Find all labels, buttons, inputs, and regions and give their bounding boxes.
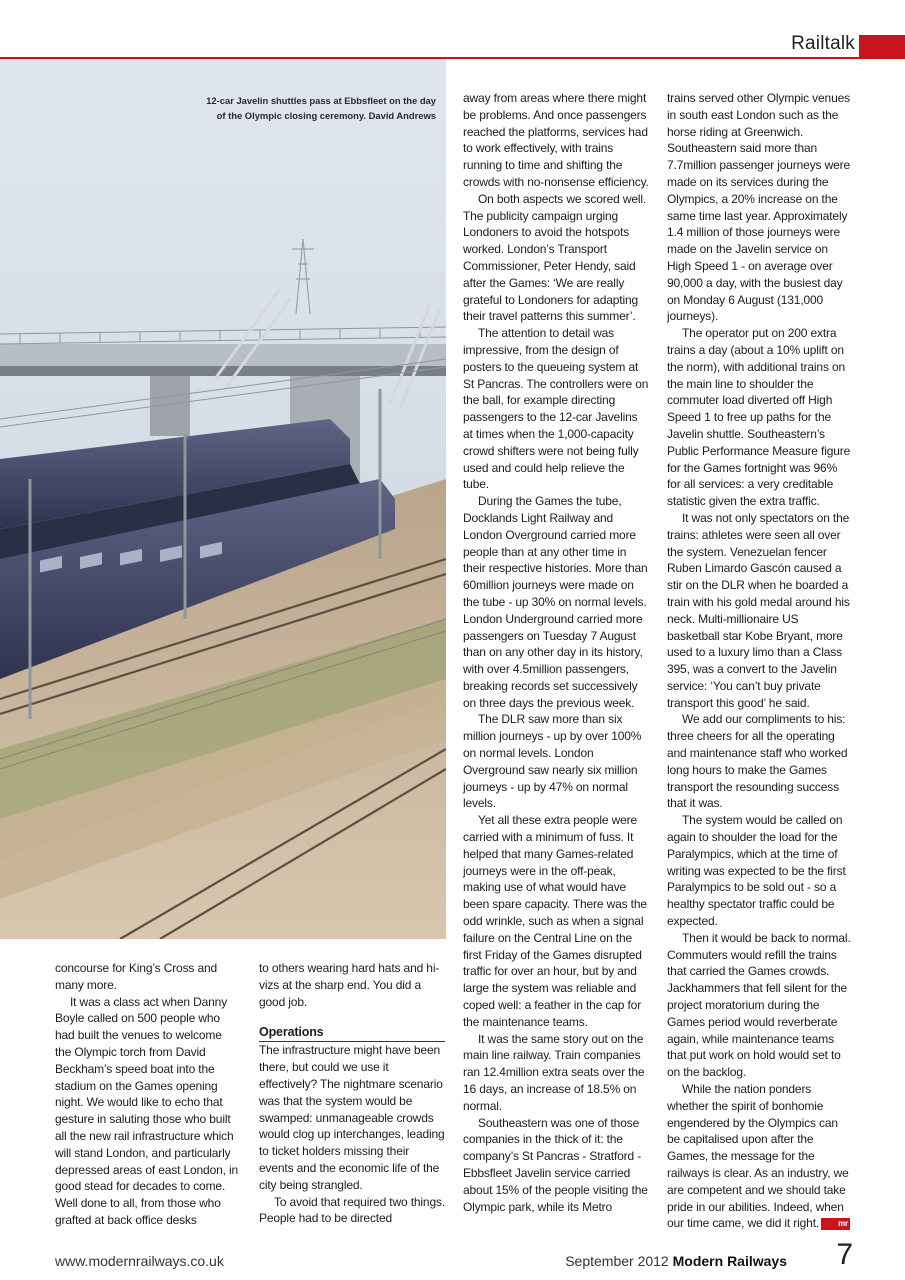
paragraph: It was not only spectators on the trains: athletes were seen all over the system. Venezuelan fencer Ruben Limardo Gascón caused a stir on the DLR when he boarded a train with his gold medal around his neck. Multi-millionaire US basketball star Kobe Bryant, more used to a luxury limo than a Class 395, was a convert to the Javelin service: ‘You can’t buy private transport this good’ he said. bbox=[667, 510, 850, 710]
section-title: Railtalk bbox=[791, 33, 855, 54]
paragraph: On both aspects we scored well. The publicity campaign urging Londoners to avoid the hotspots worked. London’s Transport Commissioner, Peter Hendy, said after the Games: ‘We are really grateful to Londoners for adapting their travel patterns this summer’. bbox=[463, 191, 647, 324]
photo-illustration bbox=[0, 59, 446, 939]
page-number: 7 bbox=[836, 1238, 853, 1271]
text-column-3 bbox=[463, 90, 649, 1215]
paragraph: The attention to detail was impressive, from the design of posters to the queueing system at St Pancras. The controllers were on the ball, for example directing passengers to the 12-car Javelins at times when the 1,000-capacity crowd shifters were not being fully used and could help relieve the tube. bbox=[463, 326, 649, 492]
paragraph: to others wearing hard hats and hi-vizs at the sharp end. You did a good job. bbox=[259, 961, 440, 1009]
end-mark-icon: mr bbox=[821, 1218, 850, 1230]
paragraph: To avoid that required two things. People had to be directed bbox=[259, 1194, 446, 1226]
javelin-photo bbox=[0, 59, 446, 939]
photo-caption bbox=[196, 93, 436, 123]
paragraph: The system would be called on again to shoulder the load for the Paralympics, which at the time of writing was expected to be the first Paralympics to be sold out - so a healthy spectator traffic could be expected. bbox=[667, 813, 846, 929]
section-color-block bbox=[859, 35, 905, 59]
text-column-4 bbox=[667, 90, 853, 1232]
paragraph: concourse for King’s Cross and many more. bbox=[55, 961, 218, 992]
paragraph: During the Games the tube, Docklands Light Railway and London Overground carried more people than at any other time in their respective histories. More than 60million journeys were made on the tube - up 30% on normal levels. London Underground carried more passengers on Tuesday 7 August than on any other day in its history, with over 4.5million passengers, breaking records set successively on three days the previous week. bbox=[463, 494, 648, 710]
caption-line-1: 12-car Javelin shuttles pass at Ebbsfleet on the day bbox=[206, 95, 436, 106]
paragraph: The infrastructure might have been there, but could we use it effectively? The nightmare scenario was that the system would be swamped: unmanageable crowds would clog up interchanges, leading to ticket holders missing their events and the economic life of the city being strangled. bbox=[259, 1043, 445, 1192]
text-column-2 bbox=[259, 960, 445, 1227]
final-text: While the nation ponders whether the spirit of bonhomie engendered by the Olympics can be capitalised upon after the Games, the message for the railways is clear. As an industry, we are competent and we should take pride in our abilities. Indeed, when our time came, we did it right. bbox=[667, 1082, 849, 1231]
paragraph: Yet all these extra people were carried with a minimum of fuss. It helped that many Games-related journeys were in the off-peak, making use of what would have been spare capacity. There was the odd wrinkle, such as when a signal failure on the Central Line on the first Friday of the Games disrupted traffic for over an hour, but by and large the system was reliable and coped well: a feather in the cap for the maintenance teams. bbox=[463, 813, 647, 1029]
footer-date: September 2012 bbox=[565, 1253, 669, 1269]
paragraph: It was the same story out on the main line railway. Train companies ran 12.4million extra seats over the 16 days, an increase of 18.5% on normal. bbox=[463, 1031, 645, 1113]
subheading-operations: Operations bbox=[259, 1025, 445, 1042]
paragraph: The operator put on 200 extra trains a day (about a 10% uplift on the norm), with additional trains on the main line to shoulder the commuter load diverted off High Speed 1 to free up paths for the Javelin shuttle. Southeastern’s Public Performance Measure figure for the Games fortnight was 96% for all services: a very creditable statistic given the extra traffic. bbox=[667, 326, 851, 509]
footer-magazine-name: Modern Railways bbox=[672, 1253, 787, 1269]
text-column-1 bbox=[55, 960, 240, 1229]
paragraph: The DLR saw more than six million journeys - up by over 100% on normal levels. London Overground saw nearly six million journeys - up by 47% on normal levels. bbox=[463, 712, 642, 811]
paragraph: Southeastern was one of those companies in the thick of it: the company’s St Pancras - Stratford - Ebbsfleet Javelin service carried about 15% of the people visiting the Olympic park, while its Metro bbox=[463, 1115, 648, 1214]
paragraph-final bbox=[667, 1081, 853, 1232]
footer-url: www.modernrailways.co.uk bbox=[55, 1253, 224, 1269]
caption-line-2: of the Olympic closing ceremony. David Andrews bbox=[216, 110, 436, 121]
paragraph: It was a class act when Danny Boyle called on 500 people who had built the venues to welcome the Olympic torch from David Beckham’s speed boat into the stadium on the Games opening night. We would like to echo that gesture in saluting those who built all the new rail infrastructure which will stand London, and particularly depressed areas of east London, in good stead for decades to come. Well done to all, from those who grafted at back office desks bbox=[55, 994, 239, 1227]
paragraph: Then it would be back to normal. Commuters would refill the trains that carried the Games crowds. Jackhammers that fell silent for the project moratorium during the Games period would reverberate again, while maintenance teams that put work on hold would set to on the backlog. bbox=[667, 930, 851, 1080]
paragraph: trains served other Olympic venues in south east London such as the horse riding at Greenwich. Southeastern said more than 7.7million passenger journeys were made on its services during the Olympics, a 20% increase on the same time last year. Approximately 1.4 million of those journeys were made on the Javelin service on High Speed 1 - on average over 90,000 a day, with the busiest day on Monday 6 August (131,000 journeys). bbox=[667, 91, 850, 324]
footer-issue bbox=[565, 1253, 787, 1269]
paragraph: We add our compliments to his: three cheers for all the operating and maintenance staff who worked long hours to make the Games transport the resounding success that it was. bbox=[667, 712, 848, 811]
paragraph: away from areas where there might be problems. And once passengers reached the platforms, services had to work effectively, with trains running to time and shifting the crowds with no-nonsense efficiency. bbox=[463, 91, 649, 189]
